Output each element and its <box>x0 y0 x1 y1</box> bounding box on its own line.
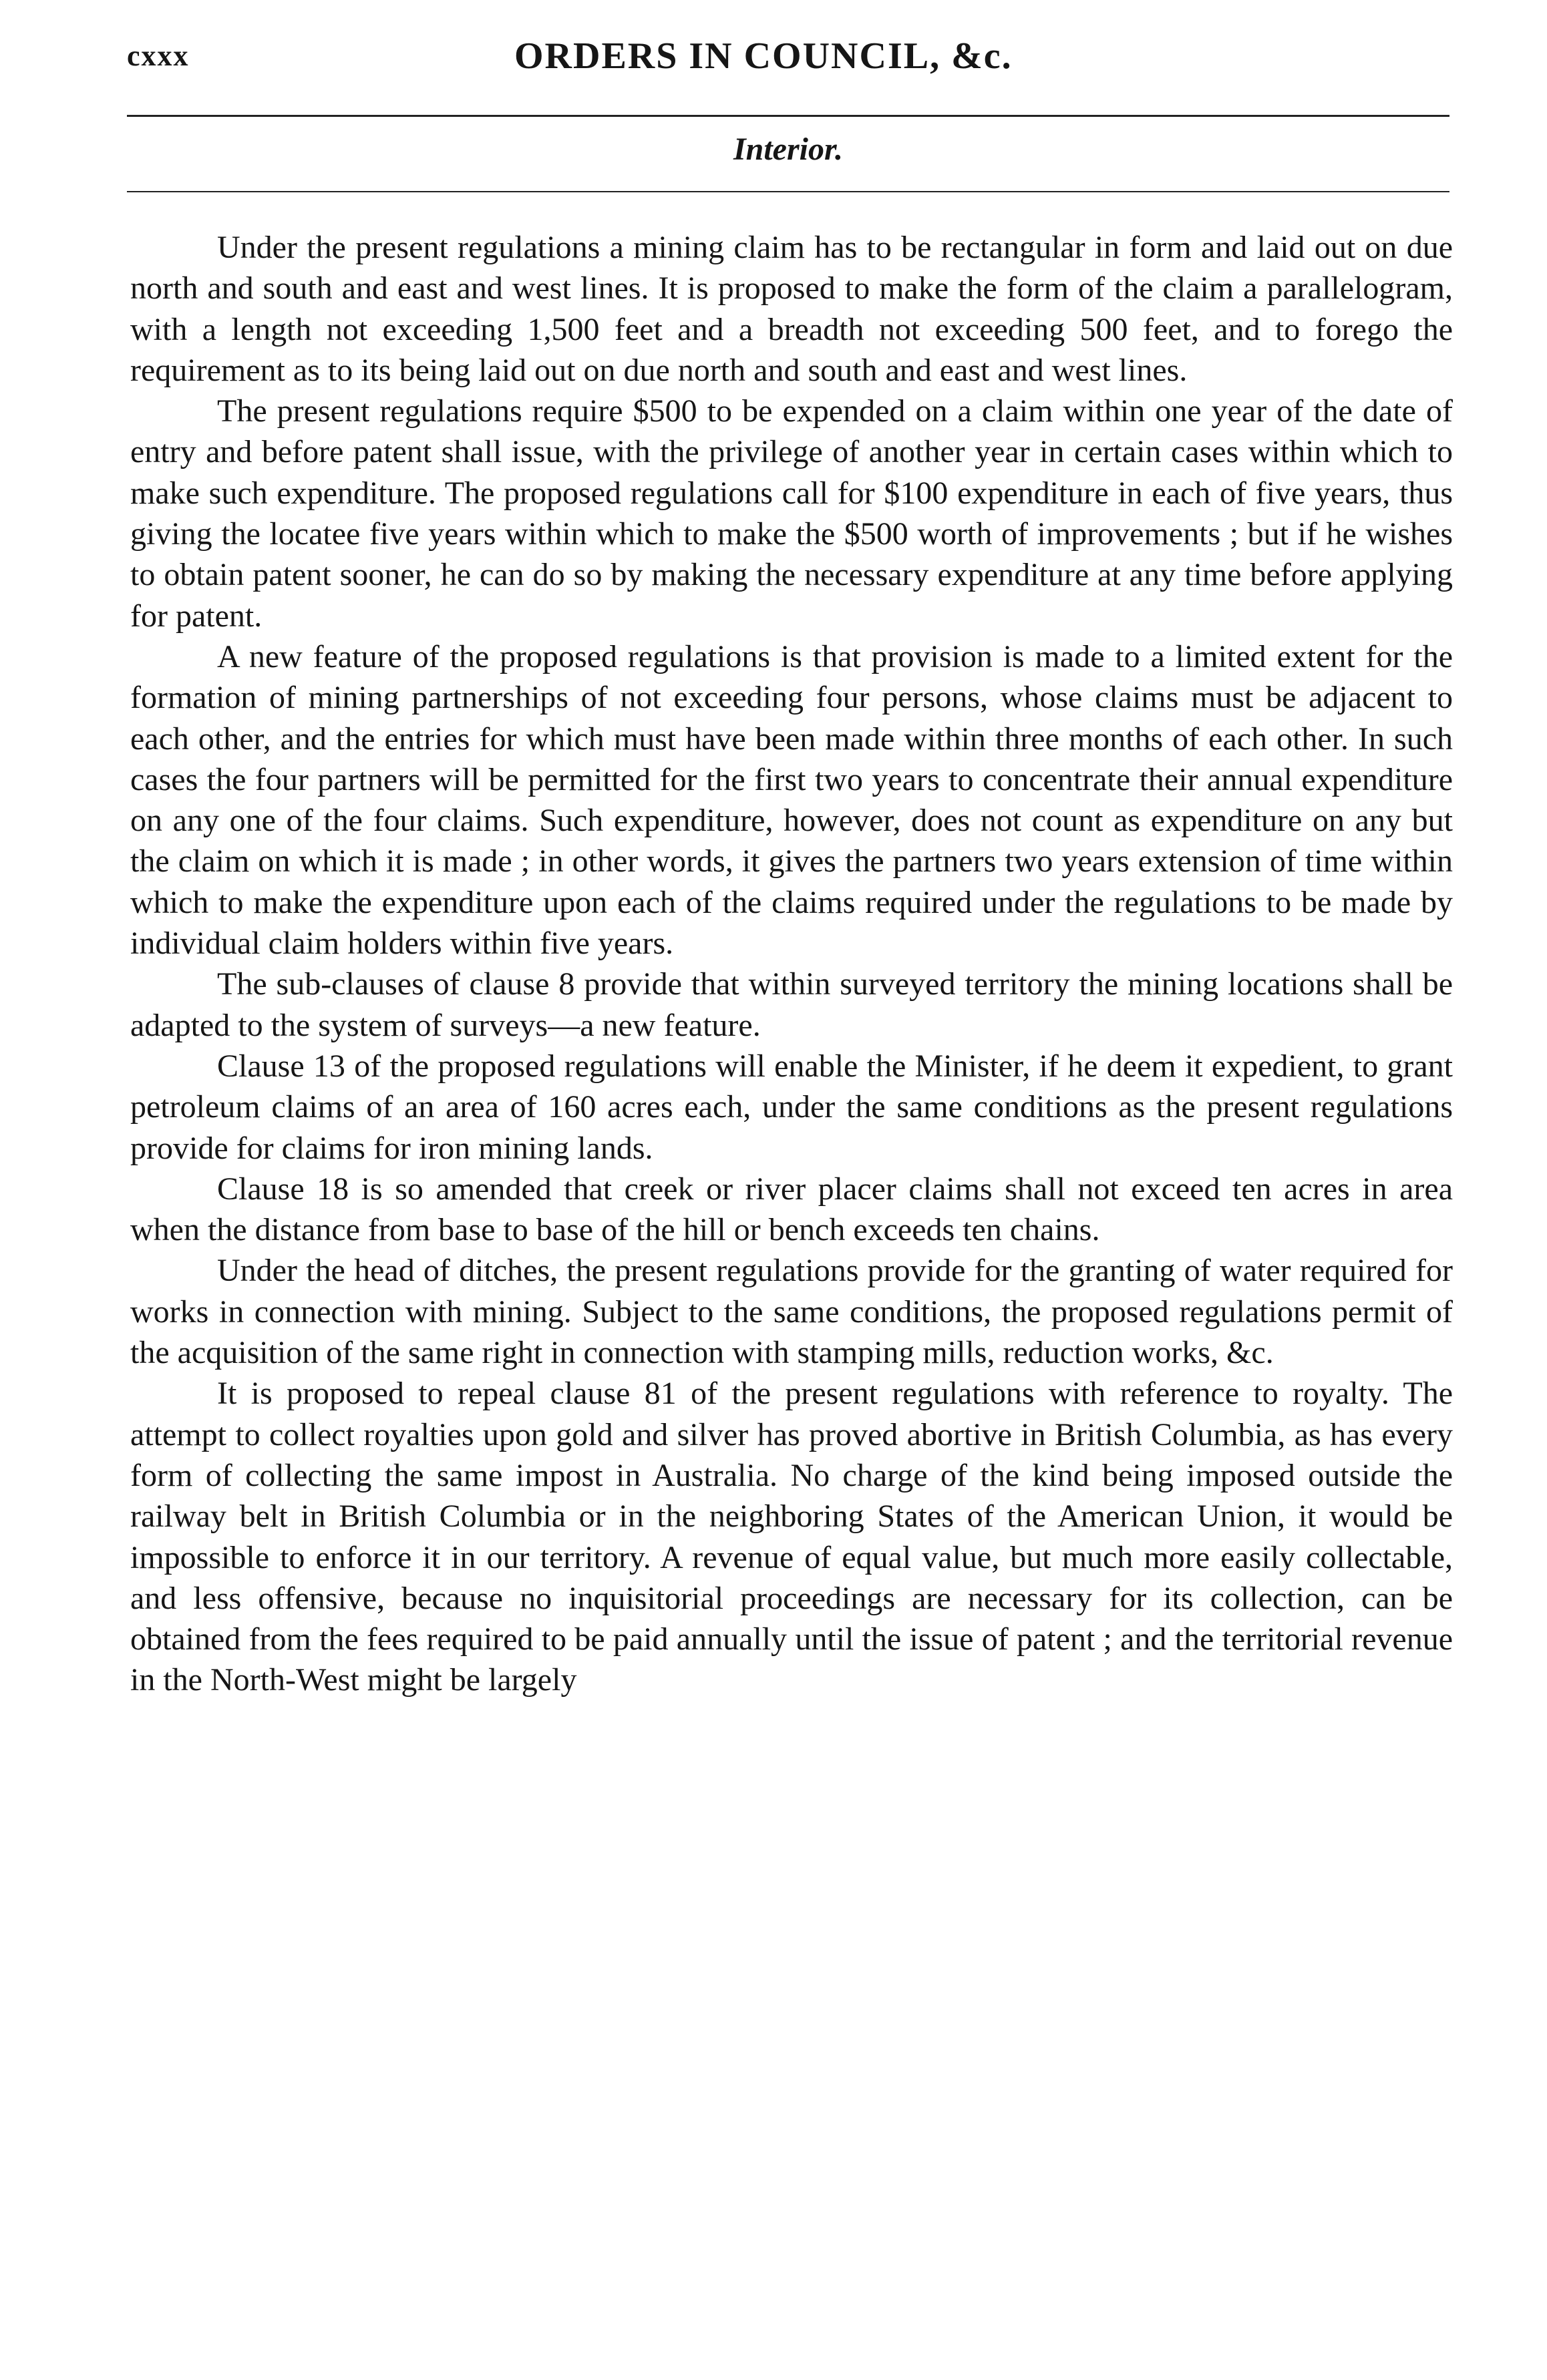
section-heading: Interior. <box>733 132 844 167</box>
page-number: cxxx <box>127 39 190 72</box>
paragraph-clause-8: The sub-clauses of clause 8 provide that within surveyed territory the mining locations shall be adapted to the system of surveys—a new feature. <box>130 966 1453 1043</box>
paragraph-rectangular-claims: Under the present regulations a mining claim has to be rectangular in form and laid out on due north and south and east and west lines. It is proposed to make the form of the claim a parallelogram, with a length not exceeding 1,500 feet and a breadth not exceeding 500 feet, and to forego the requirement as to its being laid out on due north and south and east and west lines. <box>130 230 1453 388</box>
paragraph-clause-13: Clause 13 of the proposed regulations will enable the Minister, if he deem it expedient, to grant petroleum claims of an area of 160 acres each, under the same conditions as the present regulations provide for claims for iron mining lands. <box>130 1048 1453 1166</box>
body-text <box>130 227 1453 1701</box>
paragraph-ditches: Under the head of ditches, the present regulations provide for the granting of water required for works in connection with mining. Subject to the same conditions, the proposed regulations permit of the acquisition of the same right in connection with stamping mills, reduction works, &c. <box>130 1253 1453 1371</box>
paragraph-partnerships: A new feature of the proposed regulations is that provision is made to a limited extent for the formation of mining partnerships of not exceeding four persons, whose claims must be adjacent to each other, and the entries for which must have been made within three months of each other. In such cases the four partners will be permitted for the first two years to concentrate their annual expenditure on any one of the four claims. Such expenditure, however, does not count as expenditure on any but the claim on which it is made ; in other words, it gives the partners two years extension of time within which to make the expenditure upon each of the claims required under the regulations to be made by individual claim holders within five years. <box>130 638 1453 962</box>
header-rule-bottom <box>127 191 1449 192</box>
paragraph-expenditure: The present regulations require $500 to be expended on a claim within one year of the date of entry and before patent shall issue, with the privilege of another year in certain cases within which to make such expenditure. The proposed regulations call for $100 expenditure in each of five years, thus giving the locatee five years within which to make the $500 worth of improvements ; but if he wishes to obtain patent sooner, he can do so by making the necessary expenditure at any time before applying for patent. <box>130 393 1453 634</box>
header-rule-top <box>127 115 1449 117</box>
paragraph-clause-18: Clause 18 is so amended that creek or river placer claims shall not exceed ten acres in area when the distance from base to base of the hill or bench exceeds ten chains. <box>130 1171 1453 1248</box>
paragraph-royalty: It is proposed to repeal clause 81 of the present regulations with reference to royalty. The attempt to collect royalties upon gold and silver has proved abortive in British Columbia, as has every form of collecting the same impost in Australia. No charge of the kind being imposed outside the railway belt in British Columbia or in the neighboring States of the American Union, it would be impossible to enforce it in our territory. A revenue of equal value, but much more easily collectable, and less offensive, because no inquisitorial proceedings are necessary for its collection, can be obtained from the fees required to be paid annually until the issue of patent ; and the territorial revenue in the North-West might be largely <box>130 1376 1453 1698</box>
running-title: ORDERS IN COUNCIL, &c. <box>514 35 1013 77</box>
running-head <box>127 25 1449 85</box>
